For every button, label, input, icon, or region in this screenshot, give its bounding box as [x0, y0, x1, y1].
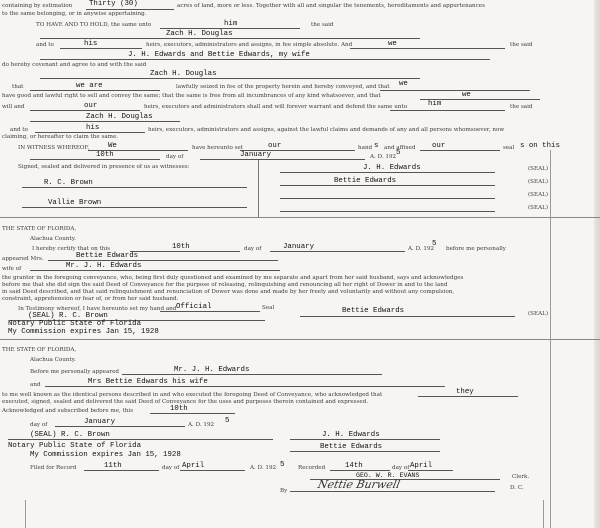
deed-text: have good and lawful right to sell and convey the same; that the same is free from all incumbrances of any kind whatsoever, and that	[2, 93, 381, 99]
blank-line	[350, 48, 505, 49]
blank-line	[380, 90, 530, 91]
blank-line	[200, 159, 365, 160]
witness-divider	[258, 160, 259, 217]
witness-pronoun: our	[432, 142, 446, 150]
ack-month: January	[283, 243, 315, 251]
blank-line	[420, 150, 500, 151]
filed-day: 11th	[104, 462, 122, 470]
seal-label: (SEAL)	[528, 311, 549, 317]
notary-title: Notary Public State of Florida	[8, 442, 142, 450]
cert-body: in said Deed described, and that said relinquishment and renunciation of Dower was done and made by her freely and voluntarily and without any compulsion,	[2, 289, 455, 295]
blank-line	[60, 48, 142, 49]
cert-text: In Testimony whereof, I have hereunto set my hand and	[18, 306, 177, 312]
cert-body: executed, signed, sealed and delivered the said Deed of Conveyance for the uses and purposes therein contained and expressed.	[2, 399, 369, 405]
deed-text: have hereunto set	[192, 145, 244, 151]
seal-label: (SEAL)	[528, 179, 549, 185]
blank-line	[180, 470, 245, 471]
grantor-pronoun: we	[462, 91, 471, 99]
cert-text: I hereby certify that on this	[32, 246, 111, 252]
acres-value: Thirty (30)	[89, 0, 138, 8]
blank-line	[300, 316, 515, 317]
filing-text: Recorded	[298, 465, 326, 471]
blank-line	[30, 110, 140, 111]
county-heading: Alachua County.	[30, 357, 76, 363]
grantee-name: Zach H. Douglas	[86, 113, 153, 121]
deed-text: the said	[510, 42, 533, 48]
deed-text: do hereby covenant and agree to and with the said	[2, 62, 147, 68]
plural-s: s	[374, 142, 379, 150]
grantee-pronoun: him	[224, 20, 238, 28]
notary-commission: My Commission expires Jan 15, 1928	[30, 451, 181, 459]
filed-year: 5	[280, 461, 285, 469]
grantor-names: J. H. Edwards and Bettie Edwards, my wife	[128, 51, 310, 59]
ack-pronoun: they	[456, 388, 474, 396]
seal-label: (SEAL)	[528, 192, 549, 198]
blank-line	[408, 470, 453, 471]
blank-line	[22, 187, 247, 188]
deed-text: acres of land, more or less. Together with all and singular the tenements, hereditaments and appurtenances	[177, 3, 485, 9]
blank-line	[150, 413, 235, 414]
cert-body: before me that she did sign the said Deed of Conveyance for the purpose of releasing, relinquishing and renouncing all her right of Dower in and to the land	[2, 282, 448, 288]
husband-name: Mr. J. H. Edwards	[174, 366, 250, 374]
grantee-name: Zach H. Douglas	[166, 30, 233, 38]
blank-line	[35, 132, 145, 133]
grantee-pronoun: his	[84, 40, 98, 48]
section-divider	[0, 217, 600, 218]
wife-name: Bettie Edwards	[76, 252, 139, 260]
deed-text: to the same belonging, or in anywise appertaining.	[2, 11, 147, 17]
cert-text: before me personally	[446, 246, 506, 252]
county-heading: Alachua County.	[30, 236, 76, 242]
filing-text: By	[280, 488, 288, 494]
filing-text: Filed for Record	[30, 465, 77, 471]
blank-line	[280, 185, 495, 186]
deed-text: will and	[2, 104, 25, 110]
cert-text: A. D. 192	[188, 422, 215, 428]
deed-text: containing by estimation	[2, 3, 73, 9]
blank-line	[40, 78, 420, 79]
deed-text: TO HAVE AND TO HOLD, the same unto	[36, 22, 152, 28]
blank-line	[130, 251, 240, 252]
grantor-signature: J. H. Edwards	[363, 164, 421, 172]
filing-text: day of	[162, 465, 180, 471]
filing-text: A. D. 192	[250, 465, 277, 471]
filed-month: April	[182, 462, 205, 470]
blank-line	[418, 396, 518, 397]
grantor-pronoun: our	[84, 102, 98, 110]
witness-name: Vallie Brown	[48, 199, 102, 207]
notary-commission: My Commission expires Jan 15, 1928	[8, 328, 159, 336]
deed-text: that	[12, 84, 24, 90]
deed-text: IN WITNESS WHEREOF,	[18, 145, 90, 151]
deed-text: seal	[503, 145, 515, 151]
deed-text: A. D. 192	[370, 154, 397, 160]
page-edge	[594, 0, 600, 528]
blank-line	[84, 470, 159, 471]
grantee-name: Zach H. Douglas	[150, 70, 217, 78]
grantor-signature: Bettie Edwards	[334, 177, 397, 185]
blank-line	[290, 491, 495, 492]
blank-line	[290, 451, 440, 452]
grantor-signature: J. H. Edwards	[322, 431, 380, 439]
blank-line	[40, 59, 490, 60]
deed-text: and to	[10, 127, 28, 133]
blank-line	[330, 470, 390, 471]
wife-signature: Bettie Edwards	[342, 307, 405, 315]
blank-line	[390, 110, 505, 111]
cert-body: to me well known as the identical persons described in and who executed the foregoing Deed of Conveyance, who acknowledged that	[2, 392, 383, 398]
recorded-day: 14th	[345, 462, 363, 470]
deed-text: lawfully seized in fee of the property herein and hereby conveyed, and that	[176, 84, 390, 90]
cert-text: A. D. 192	[408, 246, 435, 252]
blank-line	[30, 270, 280, 271]
grantee-pronoun: him	[428, 100, 442, 108]
blank-line	[290, 439, 440, 440]
deputy-clerk-signature: Nettie Burwell	[316, 478, 402, 491]
cert-text: Acknowledged and subscribed before me, this	[2, 408, 134, 414]
deed-year: 5	[396, 149, 401, 157]
deed-text: heirs, executors, administrators and assigns, in fee simple absolute. And	[146, 42, 353, 48]
state-heading: THE STATE OF FLORIDA,	[2, 347, 77, 353]
deed-text: hand	[358, 145, 373, 151]
blank-line	[280, 198, 495, 199]
blank-line	[122, 374, 382, 375]
state-heading: THE STATE OF FLORIDA,	[2, 226, 77, 232]
cert-body: the grantor in the foregoing conveyance, who, being first duly questioned and examined by me separate and apart from her said husband, says and acknowledges	[2, 275, 464, 281]
deed-month: January	[240, 151, 272, 159]
dc-label: D. C.	[510, 485, 524, 491]
blank-line	[270, 251, 405, 252]
deed-day: 10th	[96, 151, 114, 159]
official-word: Official	[176, 303, 212, 311]
cert-body: constraint, apprehension or fear of, or from her said husband.	[2, 296, 179, 302]
ack-year: 5	[225, 417, 230, 425]
ack-day: 10th	[172, 243, 190, 251]
witness-pronoun: We	[108, 142, 117, 150]
deed-text: claiming, or hereafter to claim the same.	[2, 134, 119, 140]
wife-name: Mrs Bettie Edwards his wife	[88, 378, 208, 386]
cert-text: day of	[30, 422, 48, 428]
deed-text: the said	[510, 104, 533, 110]
notary-seal: (SEAL) R. C. Brown	[30, 431, 110, 439]
filing-text: day of	[392, 465, 410, 471]
grantor-signature: Bettie Edwards	[320, 443, 383, 451]
blank-line	[22, 207, 247, 208]
cert-text: wife of	[2, 266, 22, 272]
witness-pronoun: our	[268, 142, 282, 150]
grantee-pronoun: his	[86, 124, 100, 132]
clerk-name: GEO. W. R. EVANS	[356, 472, 420, 479]
grantor-pronoun: we	[399, 80, 408, 88]
plural-s: s on this	[520, 142, 560, 150]
cert-text: day of	[244, 246, 262, 252]
blank-line	[55, 426, 185, 427]
blank-line	[45, 386, 445, 387]
blank-line	[30, 159, 160, 160]
blank-line	[30, 90, 160, 91]
deed-text: heirs, executors, administrators and assigns, against the lawful claims and demands of any and all persons whomsoever, now	[148, 127, 505, 133]
notary-title: Notary Public State of Florida	[8, 320, 142, 328]
blank-line	[160, 28, 300, 29]
deed-text: the said	[311, 22, 334, 28]
cert-text: and	[30, 382, 41, 388]
ack-year: 5	[432, 240, 437, 248]
blank-line	[280, 172, 495, 173]
covenant-subject: we are	[76, 82, 103, 90]
ack-month: January	[84, 418, 116, 426]
notary-seal: (SEAL) R. C. Brown	[28, 312, 108, 320]
page-rule	[25, 500, 26, 528]
blank-line	[160, 311, 260, 312]
blank-line	[48, 260, 278, 261]
deed-text: Signed, sealed and delivered in presence of us as witnesses:	[18, 164, 190, 170]
blank-line	[40, 38, 420, 39]
clerk-label: Clerk.	[512, 474, 530, 480]
ack-day: 10th	[170, 405, 188, 413]
blank-line	[30, 121, 180, 122]
cert-text: appeared Mrs.	[2, 256, 44, 262]
deed-text: and to	[36, 42, 54, 48]
witness-name: R. C. Brown	[44, 179, 93, 187]
recorded-month: April	[410, 462, 433, 470]
deed-text: and affixed	[384, 145, 416, 151]
husband-name: Mr. J. H. Edwards	[66, 262, 142, 270]
page-rule	[543, 500, 544, 528]
blank-line	[86, 9, 174, 10]
blank-line	[280, 211, 495, 212]
deed-text: heirs, executors and administrators shall and will forever warrant and defend the same unto	[144, 104, 408, 110]
cert-text: Before me personally appeared	[30, 369, 119, 375]
seal-label: (SEAL)	[528, 205, 549, 211]
grantor-pronoun: we	[388, 40, 397, 48]
page-rule	[550, 150, 551, 528]
blank-line	[8, 439, 273, 440]
section-divider	[0, 339, 600, 340]
deed-text: day of	[166, 154, 184, 160]
seal-label: (SEAL)	[528, 166, 549, 172]
cert-text: Seal	[262, 305, 275, 311]
